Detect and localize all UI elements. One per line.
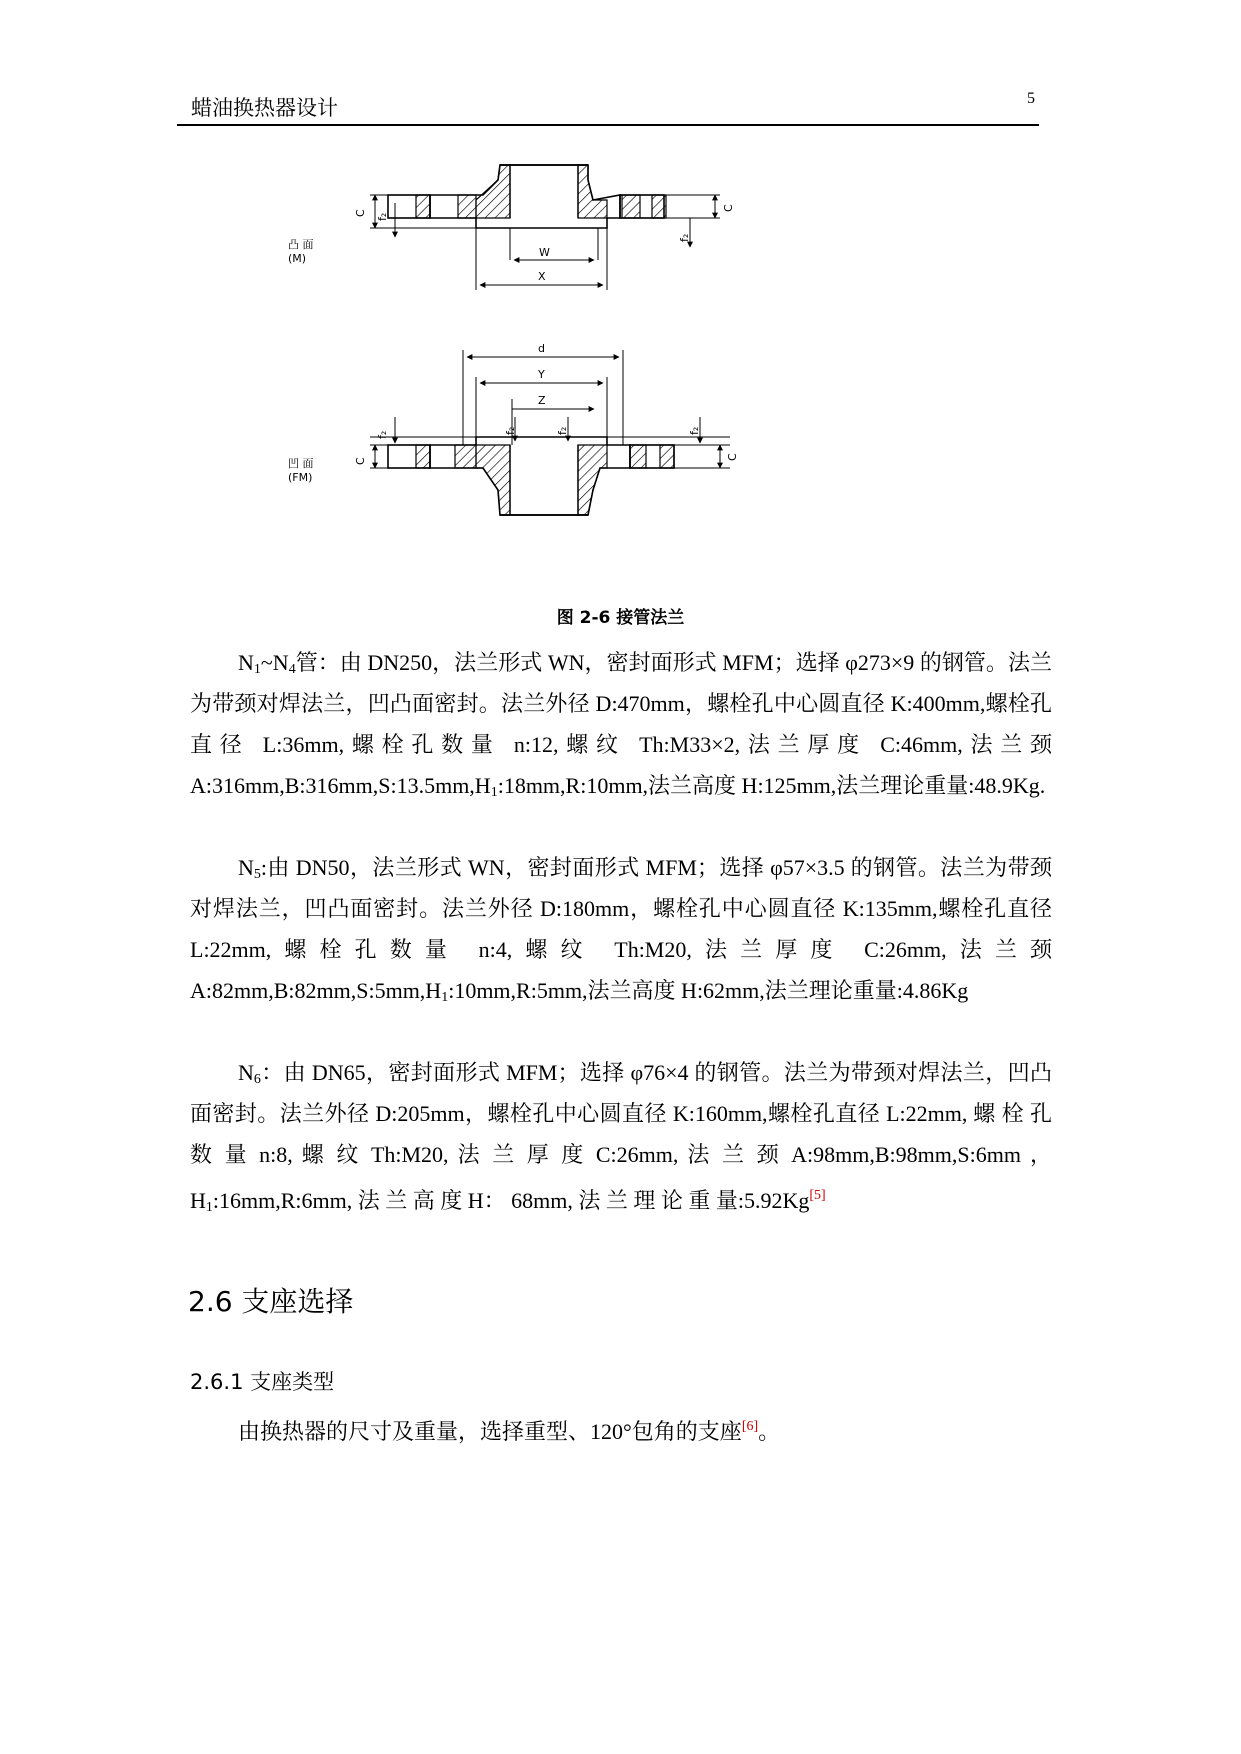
dim-c-top-left: C <box>354 209 367 217</box>
dim-c-bottom-left: C <box>354 457 367 465</box>
recessed-face-flange <box>370 350 730 515</box>
dim-f2-bottom-right: f₂ <box>688 426 701 435</box>
paragraph-n1-n4: $N_1\sim N_4$管：由 DN250，法兰形式 WN，密封面形式 MFM；选择 φ273×9 的钢管。法兰为带颈对焊法兰，凹凸面密封。法兰外径 D:470mm，螺栓孔中心圆直径 K:400mm,螺栓孔直径 L:36mm,螺栓孔数量 n:12,螺纹 Th:M33×2,法兰厚度 C:46mm,法兰颈 $A:316mm,B:316mm,S:13.5mm,H_1:18mm,R:10mm$,法兰高度 H:125mm,法兰理论重量:48.9Kg. <box>190 650 1052 800</box>
section-heading: 2.6 支座选择 <box>188 1285 354 1318</box>
label-recessed-face: 凹 面 <box>288 457 314 470</box>
running-title: 蜡油换热器设计 <box>191 96 338 120</box>
dim-c-top-right: C <box>722 204 735 212</box>
dim-z: Z <box>538 394 546 407</box>
citation-6[interactable]: [6] <box>741 1419 759 1434</box>
dim-d: d <box>538 342 545 355</box>
dim-f2-bottom-inner-left: f₂ <box>504 426 517 435</box>
page-header <box>177 88 1039 126</box>
label-raised-face: 凸 面 <box>288 238 314 251</box>
citation-5[interactable]: [5] <box>809 1188 826 1203</box>
paragraph-n6: $N_6$：由 DN65，密封面形式 MFM；选择 φ76×4 的钢管。法兰为带颈对焊法兰，凹凸面密封。法兰外径 D:205mm，螺栓孔中心圆直径 K:160mm,螺栓孔直径 L:22mm, 螺 栓 孔 数 量 n:8, 螺 纹 Th:M20, 法 兰 厚 度 C:26mm, 法 兰 颈 A:98mm,B:98mm,S:6mm ， $H_1:16mm,R:6mm$, 法 兰 高 度 H： 68mm, 法 兰 理 论 重 量:5.92Kg[5] <box>190 1060 1052 1215</box>
paragraph-n5: $N_5$:由 DN50，法兰形式 WN，密封面形式 MFM；选择 φ57×3.5 的钢管。法兰为带颈对焊法兰，凹凸面密封。法兰外径 D:180mm，螺栓孔中心圆直径 K:135mm,螺栓孔直径 L:22mm,螺栓孔数量 n:4,螺纹 Th:M20,法兰厚度 C:26mm,法兰颈 $A:82mm,B:82mm,S:5mm,H_1:10mm,R:5mm$,法兰高度 H:62mm,法兰理论重量:4.86Kg <box>190 855 1052 1005</box>
dim-x: X <box>538 270 546 283</box>
label-raised-face-code: (M) <box>288 252 307 265</box>
dim-y: Y <box>538 368 545 381</box>
dim-f2-bottom-left: f₂ <box>376 430 389 439</box>
dim-f2-bottom-inner-right: f₂ <box>556 426 569 435</box>
flange-diagram <box>288 155 860 600</box>
subsection-heading: 2.6.1 支座类型 <box>190 1370 335 1394</box>
dim-f2-top-right: f₂ <box>678 233 691 242</box>
figure-caption: 图 2-6 接管法兰 <box>556 608 685 628</box>
dim-c-bottom-right: C <box>726 453 739 461</box>
page-number: 5 <box>1027 90 1035 107</box>
dim-w: W <box>539 246 550 259</box>
paragraph-support-type: 由换热器的尺寸及重量，选择重型、120°包角的支座[6]。 <box>238 1419 781 1444</box>
label-recessed-face-code: (FM) <box>288 471 313 484</box>
dim-f2-top-left: f₂ <box>376 212 389 221</box>
